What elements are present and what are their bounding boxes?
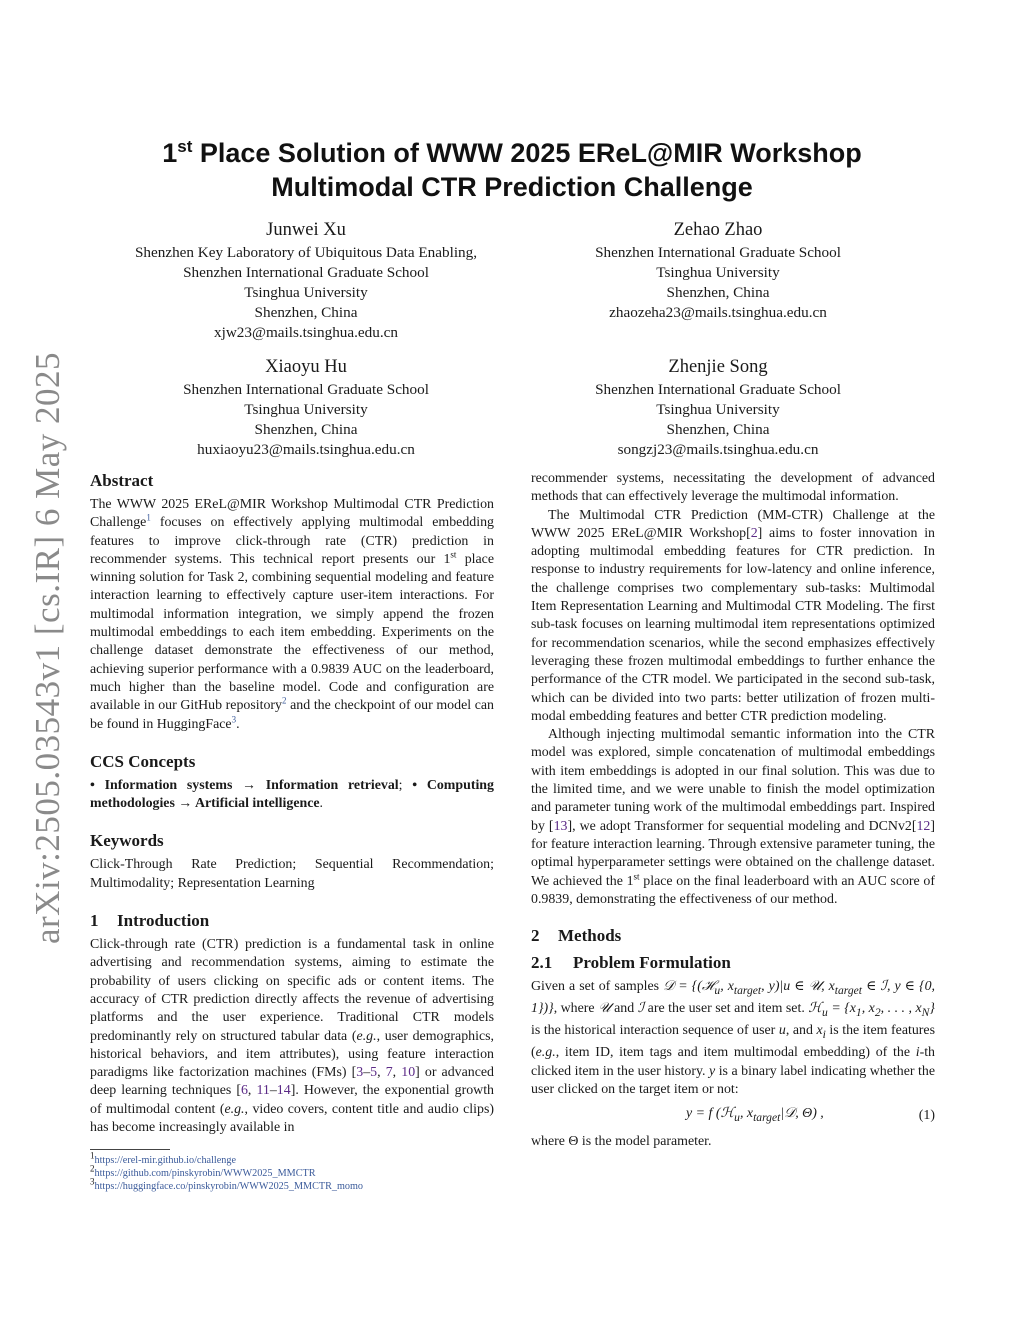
equation-explanation: where Θ is the model parameter. [531,1134,712,1150]
arxiv-sidebar [22,351,74,944]
author-email[interactable]: huxiaoyu23@mails.tsinghua.edu.cn [197,441,415,458]
intro-continued: recommender systems, necessitating the development of advanced methods that can effectively leverage the multimodal information. [531,471,935,505]
footnote: $^3$https://huggingface.co/pinskyrobin/WWW2025_MMCTR_momo [90,1176,364,1193]
citation-link[interactable]: 11 [256,1083,270,1099]
author-email[interactable]: songzj23@mails.tsinghua.edu.cn [617,441,819,458]
footnote-link[interactable]: https://github.com/pinskyrobin/WWW2025_MMCTR [94,1168,316,1180]
intro-paragraph: Although injecting multimodal semantic information into the CTR model was explored, simple concatenation of multimodal embeddings with item embeddings is adopted in our final solution. This was due to the limited time, and we were unable to finish the model optimization and parameter tuning work of the multimodal embeddings part. Inspired by [13], we adopt Transformer for sequential modeling and DCNv2[12] for feature interaction learning. Through extensive parameter tuning, the optimal hyperparameter settings were obtained on the challenge dataset. We achieved the 1st place on the final leaderboard with an AUC score of 0.9839, demonstrating the effectiveness of our method. [531,727,935,907]
equation-1 [531,1105,935,1127]
citation-link[interactable]: 6 [240,1083,248,1099]
problem-formulation-text: Given a set of samples 𝒟 = {(ℋ$_u$, $x_{target}$, y)|u ∈ 𝒰, $x_{target}$ ∈ ℐ, y ∈ {0, 1})}, where 𝒰 and ℐ are the user set and item set. ℋ$_u$ = {$x_1$, $x_2$, . . . , $x_N$} is the historical interaction sequence of user u, and $x_i$ is the item features (e.g., item ID, item tags and item multimodal embedding) of the i-th clicked item in the user history. y is a binary label indicating whether the user clicked on the target item or not: [531,979,935,1097]
introduction-text: Click-through rate (CTR) prediction is a fundamental task in online advertising and recommendation systems, aiming to estimate the probability of users clicking on specific ads or content items. The accuracy of CTR prediction directly affects the revenue of advertising platforms and the user experience. Traditional CTR models predominantly rely on structured tabular data (e.g., user demographics, historical behaviors, and item attributes), using feature interaction paradigms like factorization machines (FMs) [3–5, 7, 10] or advanced deep learning techniques [6, 11–14]. However, the exponential growth of multimodal content (e.g., video covers, content title and audio clips) has become increasingly available in [90,937,495,1136]
subsection-heading-problem-formulation: 2.1 Problem Formulation [531,953,731,973]
author-affiliation: Tsinghua University [656,264,780,281]
author-email[interactable]: zhaozeha23@mails.tsinghua.edu.cn [609,304,827,321]
section-heading-introduction: 1 Introduction [90,911,210,931]
ccs-concepts: • Information systems → Information retrieval; • Computing methodologies → Artificial intelligence. [90,777,494,812]
footnote: $^2$https://github.com/pinskyrobin/WWW2025_MMCTR [90,1163,316,1180]
footnote-link[interactable]: https://erel-mir.github.io/challenge [94,1155,236,1167]
intro-paragraph: The Multimodal CTR Prediction (MM-CTR) Challenge at the WWW 2025 EReL@MIR Workshop[2] aims to foster innovation in adopting multimodal embedding features for CTR prediction. In response to industry requirements for low-latency and online inference, the challenge comprises two complementary sub-tasks: Multimodal Item Representation Learning and Multimodal CTR Modeling. The first sub-task focuses on learning multimodal item representations optimized for recommendation scenarios, while the second emphasizes effectively leveraging these frozen multimodal embeddings to further enhance the performance of the CTR model. We participated in the second sub-task, which can be divided into two parts: better utilization of frozen multi-modal embedding features and better CTR prediction modeling. [531,507,936,724]
author-affiliation: Shenzhen International Graduate School [595,244,841,261]
author-affiliation: Shenzhen Key Laboratory of Ubiquitous Data Enabling, [134,244,478,261]
footnote-marker[interactable]: 3 [231,713,237,724]
author-affiliation: Tsinghua University [656,401,780,418]
author-block [106,219,506,343]
author-affiliation: Shenzhen International Graduate School [183,381,429,398]
citation-link[interactable]: 12 [916,818,931,834]
author-block [540,356,896,460]
author-name: Xiaoyu Hu [265,357,347,377]
author-affiliation: Shenzhen International Graduate School [183,264,429,281]
citation-link[interactable]: 7 [385,1065,393,1081]
arxiv-identifier: arXiv:2505.03543v1 [cs.IR] 6 May 2025 [28,351,68,944]
equation-expression: y = f (ℋ$_u$, $x_{target}|𝒟$, Θ) , [686,1106,824,1125]
keywords-heading: Keywords [90,831,164,851]
title-line-2: Multimodal CTR Prediction Challenge [271,172,753,202]
author-location: Shenzhen, China [254,304,358,321]
citation-link[interactable]: 13 [553,818,568,834]
author-location: Shenzhen, China [666,284,770,301]
equation-number: (1) [918,1108,935,1124]
citation-link[interactable]: 3 [356,1065,364,1081]
citation-link[interactable]: 10 [401,1065,416,1081]
footnote-link[interactable]: https://huggingface.co/pinskyrobin/WWW2025_MMCTR_momo [94,1181,364,1193]
author-email[interactable]: xjw23@mails.tsinghua.edu.cn [214,324,398,341]
abstract-text: The WWW 2025 EReL@MIR Workshop Multimodal CTR Prediction Challenge$^1$ focuses on effectively applying multimodal embedding features to improve click-through rate (CTR) prediction in recommender systems. This technical report presents our 1st place winning solution for Task 2, combining sequential modeling and feature interaction learning to effectively capture user-item interactions. For multimodal information integration, we simply append the frozen multimodal embeddings to each item embedding. Experiments on the challenge dataset demonstrate the effectiveness of our method, achieving superior performance with a 0.9839 AUC on the leaderboard, much higher than the baseline model. Code and configuration are available in our GitHub repository$^2$ and the checkpoint of our model can be found in HuggingFace$^3$. [90,497,495,732]
author-affiliation: Tsinghua University [244,284,368,301]
right-column [531,470,935,1152]
citation-link[interactable]: 5 [370,1065,378,1081]
citation-link[interactable]: 2 [750,525,758,541]
abstract-heading: Abstract [90,471,154,490]
title-line-1: 1st Place Solution of WWW 2025 EReL@MIR Workshop [162,137,862,168]
footnote-marker[interactable]: 1 [146,512,151,523]
author-location: Shenzhen, China [666,421,770,438]
author-location: Shenzhen, China [254,421,358,438]
author-name: Zehao Zhao [673,220,763,240]
ccs-heading: CCS Concepts [90,751,196,771]
author-name: Zhenjie Song [668,357,768,377]
footnote-rule [90,1149,170,1150]
paper-title [100,136,924,204]
author-name: Junwei Xu [266,220,346,240]
keywords-text: Click-Through Rate Prediction; Sequential Recommendation; Multimodality; Representation Learning [90,857,494,891]
author-block [540,219,896,323]
author-block [128,356,484,460]
footnote-marker[interactable]: 2 [282,695,287,706]
section-heading-methods: 2 Methods [531,926,622,946]
citation-link[interactable]: 14 [276,1083,291,1099]
author-affiliation: Shenzhen International Graduate School [595,381,841,398]
left-column [90,470,494,1193]
author-affiliation: Tsinghua University [244,401,368,418]
footnote: $^1$https://erel-mir.github.io/challenge [90,1150,236,1167]
